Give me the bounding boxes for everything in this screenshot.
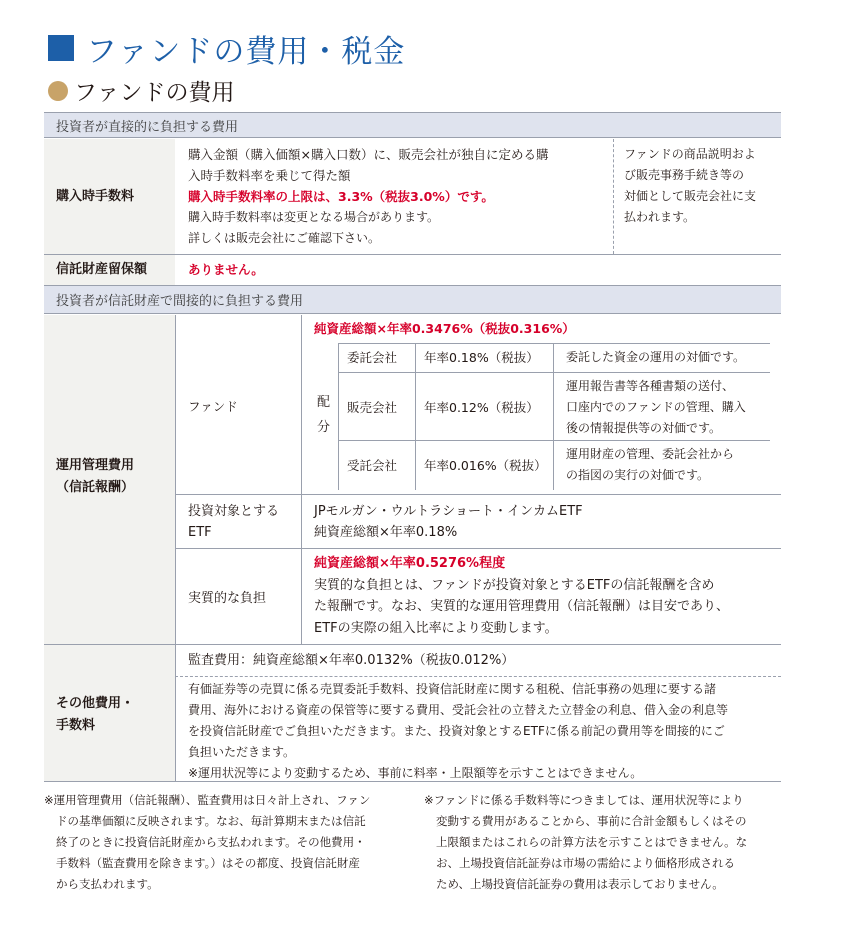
allocation-row-desc: 委託した資金の運用の対価です。 (566, 350, 746, 364)
other-fees-line3: を投資信託財産でご負担いただきます。また、投資対象とするETFに係る前記の費用等を間接的にご (188, 724, 725, 738)
allocation-row-rate: 年率0.016%（税抜） (424, 458, 547, 473)
subtitle-text: ファンドの費用 (74, 80, 235, 106)
allocation-row-desc (566, 376, 746, 439)
divider (613, 139, 614, 254)
purchase-fee-label: 購入時手数料 (44, 139, 175, 254)
allocation-desc-line: 後の情報提供等の対価です。 (566, 421, 722, 435)
allocation-row-rate: 年率0.18%（税抜） (424, 350, 539, 365)
divider (175, 494, 781, 495)
etf-rate: 純資産総額×年率0.18% (314, 525, 458, 540)
purchase-fee-side (624, 144, 780, 228)
other-fees-line4: 負担いただきます。 (188, 745, 296, 759)
reserve-value: ありません。 (188, 262, 264, 277)
footnote-left (44, 790, 414, 895)
purchase-fee-line1: 購入金額（購入価額×購入口数）に、販売会社が独自に定める購 (188, 147, 549, 162)
management-fee-label2: （信託報酬） (56, 480, 135, 495)
effective-burden-rate: 純資産総額×年率0.5276%程度 (314, 556, 506, 571)
fund-label: ファンド (188, 399, 238, 414)
etf-name: JPモルガン・ウルトラショート・インカムETF (314, 504, 583, 519)
other-fees-label (44, 645, 175, 781)
divider (553, 343, 554, 490)
other-fees-body (188, 679, 778, 784)
etf-label-line2: ETF (188, 525, 212, 540)
divider (175, 548, 781, 549)
page-title (48, 28, 405, 68)
management-fee-label1: 運用管理費用 (56, 458, 135, 473)
purchase-fee-side1: ファンドの商品説明およ (624, 147, 756, 161)
footnote-line: ため、上場投資信託証券の費用は表示しておりません。 (436, 877, 724, 891)
footnote-line: 手数料（監査費用を除きます。）はその都度、投資信託財産 (56, 856, 360, 870)
purchase-fee-note1: 購入時手数料率は変更となる場合があります。 (188, 210, 440, 224)
footnote-line: から支払われます。 (56, 877, 159, 891)
etf-label (188, 501, 279, 543)
purchase-fee-side3: 対価として販売会社に支 (624, 189, 757, 203)
audit-fee: 監査費用：純資産総額×年率0.0132%（税抜0.012%） (188, 653, 515, 668)
allocation-row-name: 委託会社 (347, 350, 398, 365)
divider (44, 781, 781, 782)
other-fees-line5: ※運用状況等により変動するため、事前に料率・上限額等を示すことはできません。 (188, 766, 643, 780)
divider (338, 343, 339, 490)
section-subtitle (48, 74, 235, 107)
divider (338, 343, 770, 344)
purchase-fee-line2: 入時手数料率を乗じて得た額 (188, 168, 351, 183)
fund-total-rate: 純資産総額×年率0.3476%（税抜0.316%） (314, 321, 575, 336)
effective-burden-body (314, 553, 729, 639)
purchase-fee-side4: 払われます。 (624, 210, 696, 224)
effective-burden-line1: 実質的な負担とは、ファンドが投資対象とするETFの信託報酬を含め (314, 577, 715, 593)
allocation-row-name: 受託会社 (347, 458, 398, 473)
etf-body (314, 501, 583, 543)
effective-burden-line2: た報酬です。なお、実質的な運用管理費用（信託報酬）は目安であり、 (314, 599, 729, 614)
footnote-line: お、上場投資信託証券は市場の需給により価格形成される (436, 856, 735, 870)
divider (338, 440, 770, 441)
allocation-row-desc (566, 444, 734, 486)
effective-burden-label: 実質的な負担 (188, 591, 267, 606)
other-fees-label1: その他費用・ (56, 696, 135, 711)
footnote-line: 終了のときに投資信託財産から支払われます。その他費用・ (56, 835, 366, 849)
allocation-desc-line: 運用報告書等各種書類の送付、 (566, 379, 735, 393)
direct-costs-header: 投資者が直接的に負担する費用 (44, 112, 781, 138)
title-square-icon (48, 35, 74, 61)
allocation-label (317, 390, 330, 440)
footnote-line: ※運用管理費用（信託報酬）、監査費用は日々計上され、ファン (44, 793, 371, 807)
divider (175, 645, 176, 781)
other-fees-line1: 有価証券等の売買に係る売買委託手数料、投資信託財産に関する租税、信託事務の処理に要する諸 (188, 682, 717, 696)
divider (415, 343, 416, 490)
divider (175, 676, 781, 677)
footnote-line: ※ファンドに係る手数料等につきましては、運用状況等により (424, 793, 744, 807)
reserve-label: 信託財産留保額 (44, 255, 175, 285)
allocation-desc-line: 口座内でのファンドの管理、購入 (566, 400, 746, 414)
divider (338, 372, 770, 373)
footnote-line: 上限額またはこれらの計算方法を示すことはできません。な (436, 835, 748, 849)
purchase-fee-note2: 詳しくは販売会社にご確認下さい。 (188, 231, 381, 245)
allocation-desc-line: の指図の実行の対価です。 (566, 468, 710, 482)
footnote-line: ドの基準価額に反映されます。なお、毎計算期末または信託 (56, 814, 366, 828)
other-fees-line2: 費用、海外における資産の保管等に要する費用、受託会社の立替えた立替金の利息、借入金の利息等 (188, 703, 729, 717)
etf-label-line1: 投資対象とする (188, 504, 280, 519)
allocation-char2: 分 (317, 420, 331, 435)
other-fees-label2: 手数料 (56, 718, 96, 733)
purchase-fee-side2: び販売事務手続き等の (624, 168, 745, 182)
allocation-char1: 配 (317, 395, 331, 410)
bullet-circle-icon (48, 81, 68, 101)
purchase-fee-cap: 購入時手数料率の上限は、3.3%（税抜3.0%）です。 (188, 189, 494, 204)
indirect-costs-header: 投資者が信託財産で間接的に負担する費用 (44, 285, 781, 314)
page-title-text: ファンドの費用・税金 (86, 33, 406, 70)
effective-burden-line3: ETFの実際の組入比率により変動します。 (314, 620, 558, 636)
allocation-row-rate: 年率0.12%（税抜） (424, 400, 539, 415)
footnote-line: 変動する費用があることから、事前に合計金額もしくはその (436, 814, 747, 828)
divider (175, 315, 176, 644)
purchase-fee-body (188, 144, 608, 249)
management-fee-label (44, 315, 175, 644)
divider (301, 315, 302, 644)
allocation-row-name: 販売会社 (347, 400, 398, 415)
footnote-right (424, 790, 784, 895)
allocation-desc-line: 運用財産の管理、委託会社から (566, 447, 735, 461)
